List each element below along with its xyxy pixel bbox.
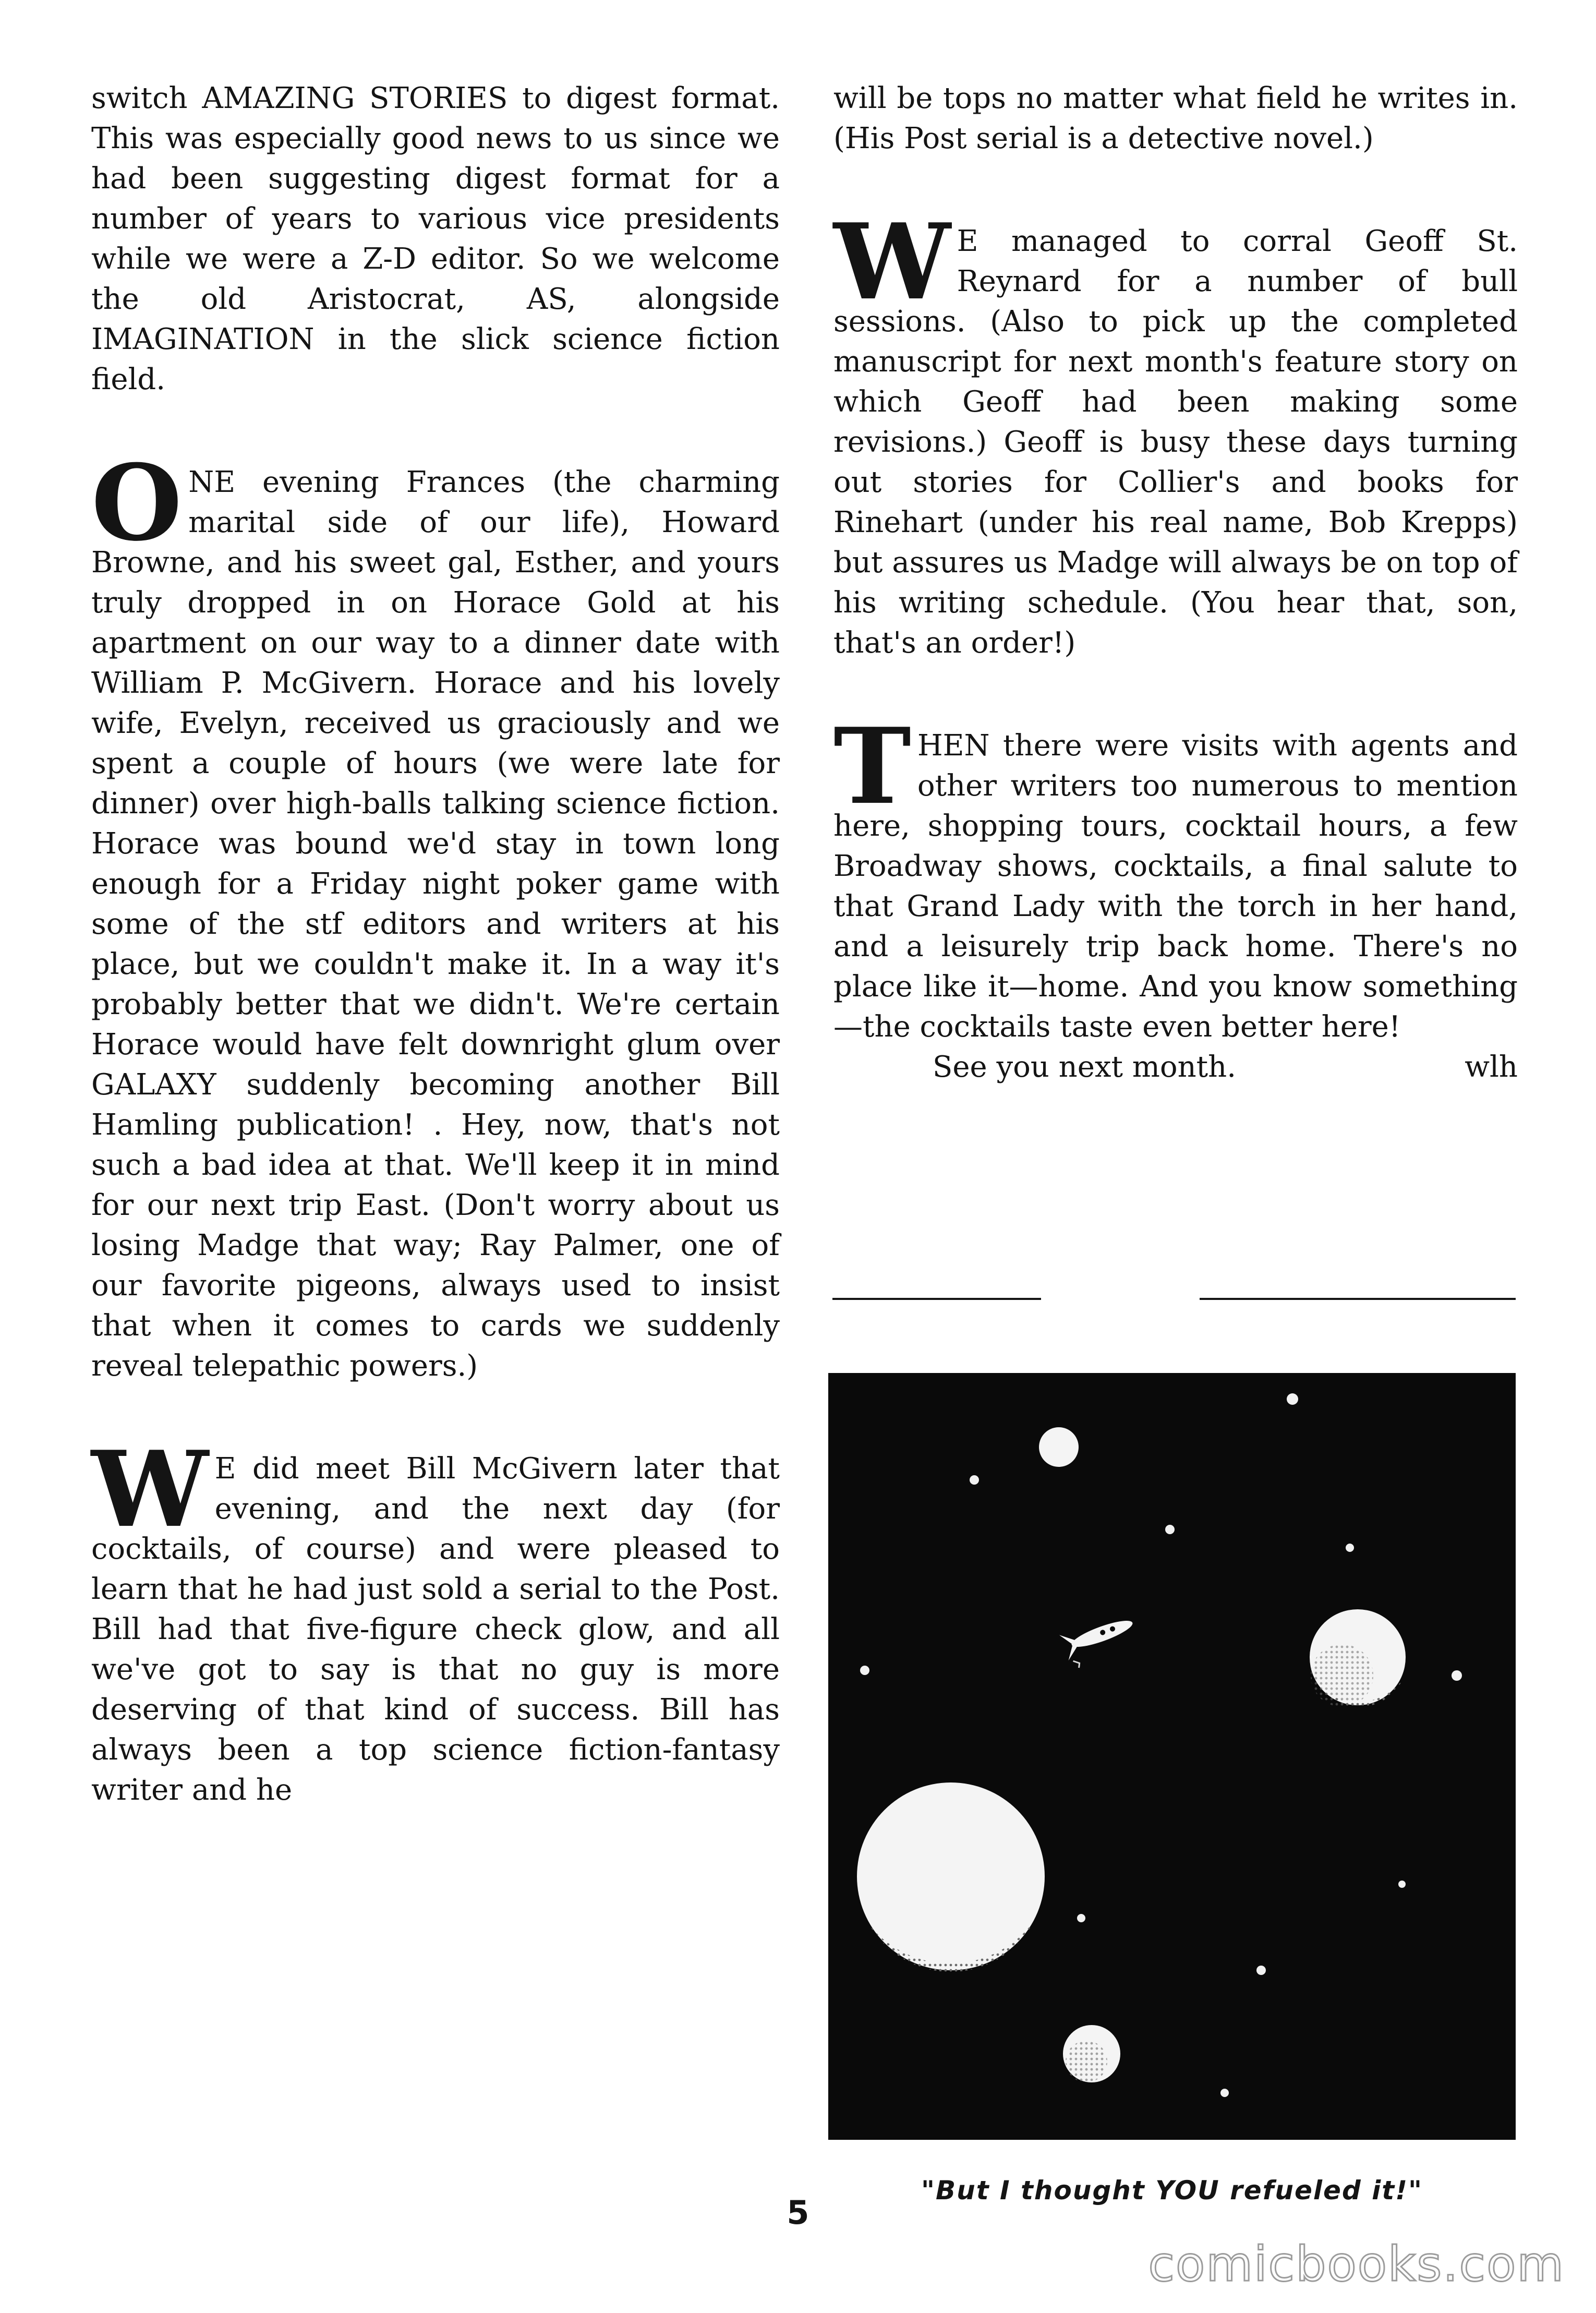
rocket-ship — [1059, 1610, 1141, 1670]
paragraph-text: switch AMAZING STORIES to digest format. This was especially good news to us since we had been suggesting digest format for a number of years to various vice presidents while we were a Z-D editor. So we welcome the old Aristocrat, AS, alongside IMAGINATION in the slick science fiction field. — [91, 81, 780, 396]
paragraph-geoff-st-reynard — [833, 201, 1518, 663]
bottom-moon — [1063, 2025, 1120, 2082]
page-number: 5 — [787, 2194, 809, 2232]
paragraph-text: E did meet Bill McGivern later that evening, and the next day (for cocktails, of course) and were pleased to learn that he had just sold a serial to the Post. Bill had that five-figure check glow, and all we've got to say is that no guy is more deserving of that kind of success. Bill has always been a top science fiction-fantasy writer and he — [91, 1452, 780, 1807]
left-column — [91, 78, 780, 1810]
right-column — [833, 78, 1518, 1087]
cartoon-caption: "But I thought YOU refueled it!" — [921, 2175, 1423, 2206]
paragraph-text: NE evening Frances (the charming marital side of our life), Howard Browne, and his sweet gal, Esther, and yours truly dropped in on Horace Gold at his apartment on our way to a dinner date with William P. McGivern. Horace and his lovely wife, Evelyn, received us graciously and we spent a couple of hours (we were late for dinner) over high-balls talking science fiction. Horace was bound we'd stay in town long enough for a Friday night poker game with some of the stf editors and writers at his place, but we couldn't make it. In a way it's probably better that we didn't. We're certain Horace would have felt downright glum over GALAXY suddenly becoming another Bill Hamling publication! . Hey, now, that's not such a bad idea at that. We'll keep it in mind for our next trip East. (Don't worry about us losing Madge that way; Ray Palmer, one of our favorite pigeons, always used to insist that when it comes to cards we suddenly reveal telepathic powers.) — [91, 465, 780, 1383]
divider-rule — [1200, 1298, 1516, 1300]
closing-line: See you next month. — [933, 1050, 1237, 1084]
paragraph-visits — [833, 705, 1518, 1047]
paragraph-text: HEN there were visits with agents and other writers too numerous to mention here, shopping tours, cocktail hours, a few Broadway shows, cocktails, a final salute to that Grand Lady with the torch in her hand, and a leisurely trip back home. There's no place like it—home. And you know something—the cocktails taste even better here! — [833, 729, 1518, 1044]
watermark: comicbooks.com — [1148, 2236, 1565, 2292]
paragraph-horace-gold — [91, 442, 780, 1386]
divider-rule — [832, 1298, 1041, 1300]
paragraph-post-serial — [833, 78, 1518, 159]
paragraph-text: E managed to corral Geoff St. Reynard for a number of bull sessions. (Also to pick up the completed manuscript for next month's feature story on which Geoff had been making some revisions.) Geoff is busy these days turning out stories for Collier's and books for Rinehart (under his real name, Bob Krepps) but assures us Madge will always be on top of his writing schedule. (You hear that, son, that's an order!) — [833, 224, 1518, 660]
space-cartoon — [828, 1373, 1516, 2140]
paragraph-digest-format — [91, 78, 780, 400]
stars — [860, 1393, 1462, 2097]
drop-cap: T — [833, 705, 911, 828]
large-planet — [857, 1782, 1045, 1972]
sign-off — [833, 1047, 1518, 1087]
space-scene — [828, 1373, 1516, 2140]
drop-cap: O — [91, 442, 183, 564]
paragraph-bill-mcgivern — [91, 1428, 780, 1810]
drop-cap: W — [91, 1428, 209, 1551]
paragraph-text: will be tops no matter what field he writes in. (His Post serial is a detective novel.) — [833, 81, 1518, 155]
small-moon — [1039, 1427, 1079, 1467]
right-planet — [1310, 1609, 1406, 1707]
signature: wlh — [1465, 1050, 1518, 1084]
drop-cap: W — [833, 201, 951, 323]
